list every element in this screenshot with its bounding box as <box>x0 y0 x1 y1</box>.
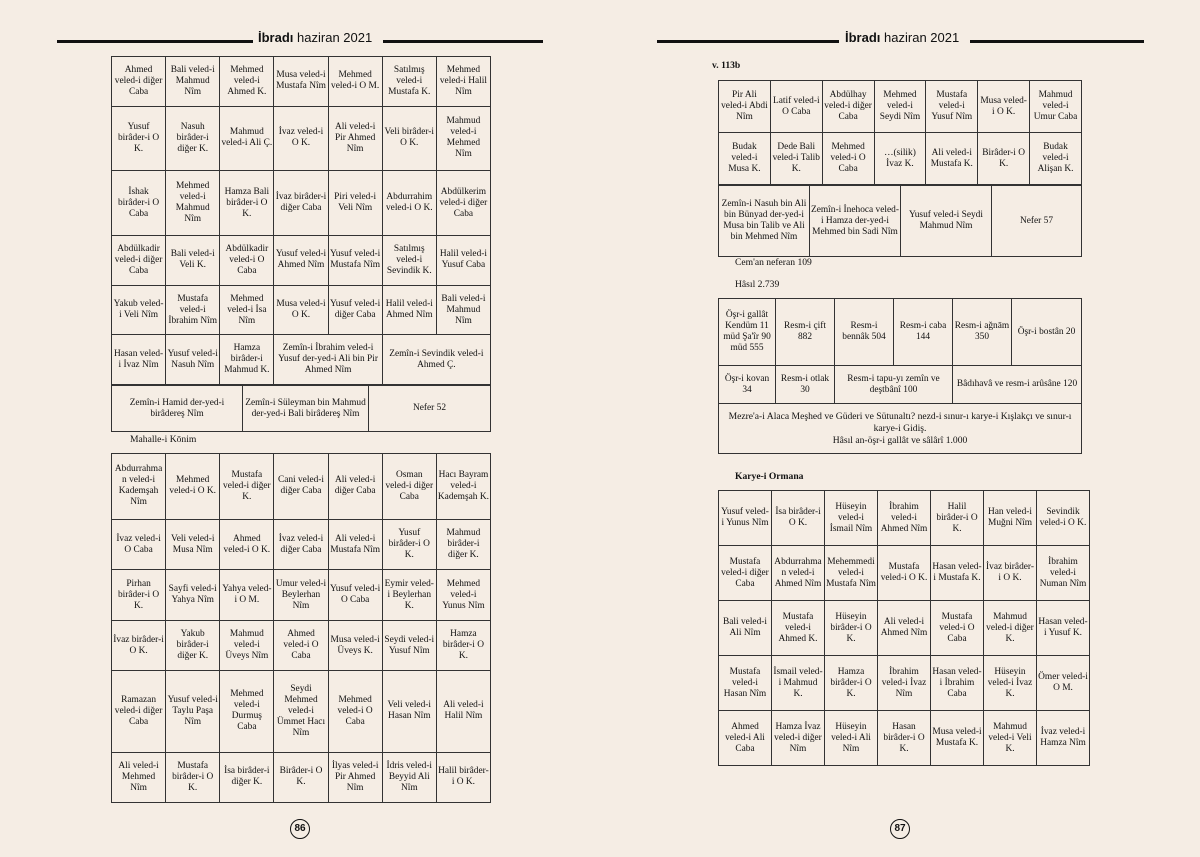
table-cell: Ali veled-i Mustafa Nîm <box>328 519 382 569</box>
table-cell: Mehmed veled-i O K. <box>166 454 220 520</box>
table-cell: Veli veled-i Musa Nîm <box>166 519 220 569</box>
table-cell: Satılmış veled-i Sevindik K. <box>382 236 436 286</box>
table-cell: Mehmed veled-i İsa Nîm <box>220 285 274 335</box>
register-table-1-footer <box>111 385 491 432</box>
table-cell: Mahmud veled-i Ali Ç. <box>220 106 274 171</box>
table-cell: Eymir veled-i Beylerhan K. <box>382 570 436 620</box>
table-cell: Mehmed veled-i O M. <box>328 57 382 107</box>
tax-cell: Bâdıhavâ ve resm-i arûsâne 120 <box>953 366 1082 404</box>
table-row <box>112 335 491 385</box>
table-cell: Abdurrahim veled-i O K. <box>382 171 436 236</box>
table-cell: Dede Bali veled-i Talib K. <box>770 133 822 185</box>
table-cell: Mehmed veled-i Ahmed K. <box>220 57 274 107</box>
table-cell: Budak veled-i Musa K. <box>719 133 771 185</box>
table-cell: Yusuf veled-i Mustafa Nîm <box>328 236 382 286</box>
table-cell: Mustafa birâder-i O K. <box>166 752 220 802</box>
tax-cell: Öşr-i kovan 34 <box>719 366 776 403</box>
table-cell: Mahmud veled-i diğer K. <box>984 601 1037 656</box>
table-cell: Ali veled-i Mustafa K. <box>926 133 978 185</box>
table-cell: Hüseyin veled-i Ali Nîm <box>825 711 878 766</box>
table-cell: Umur veled-i Beylerhan Nîm <box>274 570 328 620</box>
table-cell: İvaz veled-i diğer Caba <box>274 519 328 569</box>
table-cell: Ahmed veled-i diğer Caba <box>112 57 166 107</box>
tax-cell: Öşr-i bostân 20 <box>1012 299 1082 366</box>
table-cell: Mustafa veled-i diğer Caba <box>719 546 772 601</box>
issue-date: haziran 2021 <box>884 30 960 45</box>
header-rule <box>57 40 253 43</box>
table-cell: Hamza birâder-i O K. <box>825 656 878 711</box>
table-cell: Sayfi veled-i Yahya Nîm <box>166 570 220 620</box>
page-number: 87 <box>890 819 910 839</box>
table-cell: Mustafa veled-i diğer K. <box>220 454 274 520</box>
table-row <box>112 236 491 286</box>
table-cell: Hamza Bali birâder-i O K. <box>220 171 274 236</box>
table-cell: Mehmed veled-i Durmuş Caba <box>220 671 274 752</box>
table-cell: Mustafa veled-i İbrahim Nîm <box>166 285 220 335</box>
table-cell: Bali veled-i Ali Nîm <box>719 601 772 656</box>
table-cell: Yahya veled-i O M. <box>220 570 274 620</box>
table-cell: İvaz birâder-i O K. <box>984 546 1037 601</box>
table-row <box>719 656 1090 711</box>
table-cell: Yusuf veled-i Seydi Mahmud Nîm <box>901 186 992 257</box>
table-cell: Musa veled-i O K. <box>978 81 1030 133</box>
table-cell: Mustafa veled-i O Caba <box>931 601 984 656</box>
table-cell: Mehmed veled-i Mahmud Nîm <box>166 171 220 236</box>
page-number: 86 <box>290 819 310 839</box>
table-cell: İshak birâder-i O Caba <box>112 171 166 236</box>
table-cell: Nasuh birâder-i diğer K. <box>166 106 220 171</box>
table-cell: Zemîn-i Süleyman bin Mahmud der-yed-i Bali birâdereş Nîm <box>243 386 369 432</box>
brand-name: İbradı <box>845 30 881 45</box>
table-row <box>719 133 1082 185</box>
table-row <box>112 454 491 520</box>
tax-cell: Resm-i tapu-yı zemîn ve deştbânî 100 <box>835 366 953 404</box>
table-cell: Mehemmedi veled-i Mustafa Nîm <box>825 546 878 601</box>
table-row <box>112 106 491 171</box>
table-row <box>112 752 491 802</box>
table-cell: Ali veled-i Halil Nîm <box>436 671 490 752</box>
table-cell: Pir Ali veled-i Abdi Nîm <box>719 81 771 133</box>
table-cell: İvaz birâder-i diğer Caba <box>274 171 328 236</box>
tax-cell: Resm-i çift 882 <box>776 299 835 366</box>
section-title: Mahalle-i Kōnim <box>130 434 197 445</box>
table-cell: Mustafa veled-i Yusuf Nîm <box>926 81 978 133</box>
table-cell: Yakub birâder-i diğer K. <box>166 620 220 670</box>
table-cell: Yakub veled-i Veli Nîm <box>112 285 166 335</box>
revenue-label: Hâsıl 2.739 <box>735 279 780 290</box>
table-cell: Latif veled-i O Caba <box>770 81 822 133</box>
header-rule <box>383 40 543 43</box>
table-cell: İsa birâder-i diğer K. <box>220 752 274 802</box>
tax-note-text: Mezre'a-i Alaca Meşhed ve Güderi ve Sütunaltı? nezd-i sınur-ı karye-i Kışlakçı ve sınur-ı karye-i Gidiş. <box>728 410 1072 434</box>
tax-note-total: Hâsıl an-öşr-i gallât ve sâlârî 1.000 <box>832 434 968 446</box>
table-cell: Bali veled-i Mahmud Nîm <box>166 57 220 107</box>
table-cell: Mahmud veled-i Üveys Nîm <box>220 620 274 670</box>
table-row <box>112 57 491 107</box>
table-cell: İvaz veled-i O K. <box>274 106 328 171</box>
table-cell: Hasan birâder-i O K. <box>878 711 931 766</box>
table-cell: Seydi veled-i Yusuf Nîm <box>382 620 436 670</box>
table-cell: Musa veled-i Mustafa K. <box>931 711 984 766</box>
header-rule <box>657 40 839 43</box>
tax-cell: Öşr-i gallât Kendüm 11 müd Şa'îr 90 müd 555 <box>719 299 776 366</box>
table-cell: Veli birâder-i O K. <box>382 106 436 171</box>
table-cell: Mehmed veled-i O Caba <box>328 671 382 752</box>
total-label: Cem'an neferan 109 <box>735 257 812 268</box>
table-cell: Satılmış veled-i Mustafa K. <box>382 57 436 107</box>
table-cell: Budak veled-i Alişan K. <box>1030 133 1082 185</box>
table-cell: Mahmud birâder-i diğer K. <box>436 519 490 569</box>
table-cell: Ali veled-i Ahmed Nîm <box>878 601 931 656</box>
table-cell: İsmail veled-i Mahmud K. <box>772 656 825 711</box>
table-cell: İdris veled-i Beyyid Ali Nîm <box>382 752 436 802</box>
table-cell: Sevindik veled-i O K. <box>1037 491 1090 546</box>
table-cell: Yusuf birâder-i O K. <box>112 106 166 171</box>
table-row <box>112 285 491 335</box>
table-cell: Hüseyin veled-i İsmail Nîm <box>825 491 878 546</box>
table-cell: Hamza birâder-i Mahmud K. <box>220 335 274 385</box>
table-cell: Musa veled-i O K. <box>274 285 328 335</box>
table-cell: Mehmed veled-i O Caba <box>822 133 874 185</box>
table-cell: Hasan veled-i İbrahim Caba <box>931 656 984 711</box>
table-cell: Yusuf veled-i Taylu Paşa Nîm <box>166 671 220 752</box>
table-cell: Hüseyin birâder-i O K. <box>825 601 878 656</box>
table-cell: Zemîn-i Sevindik veled-i Ahmed Ç. <box>382 335 490 385</box>
table-cell: Hasan veled-i Mustafa K. <box>931 546 984 601</box>
table-cell: Mustafa veled-i Hasan Nîm <box>719 656 772 711</box>
table-cell: Ahmed veled-i Ali Caba <box>719 711 772 766</box>
header-rule <box>970 40 1144 43</box>
tax-cell: Resm-i ağnām 350 <box>953 299 1012 366</box>
table-cell: Hasan veled-i İvaz Nîm <box>112 335 166 385</box>
table-cell: Yusuf veled-i O Caba <box>328 570 382 620</box>
table-cell: Mustafa veled-i O K. <box>878 546 931 601</box>
table-cell: Abdülkadir veled-i O Caba <box>220 236 274 286</box>
table-cell: Veli veled-i Hasan Nîm <box>382 671 436 752</box>
table-cell: Han veled-i Muğni Nîm <box>984 491 1037 546</box>
table-cell: İlyas veled-i Pir Ahmed Nîm <box>328 752 382 802</box>
table-cell: Zemîn-i Nasuh bin Ali bin Bünyad der-yed-i Musa bin Talib ve Ali bin Mehmed Nîm <box>719 186 810 257</box>
table-cell: Abdülkadir veled-i diğer Caba <box>112 236 166 286</box>
table-cell: Yusuf veled-i Ahmed Nîm <box>274 236 328 286</box>
table-cell: Zemîn-i Hamid der-yed-i birâdereş Nîm <box>112 386 243 432</box>
table-cell: Abdurrahman veled-i Ahmed Nîm <box>772 546 825 601</box>
table-cell: Ali veled-i Mehmed Nîm <box>112 752 166 802</box>
table-cell: Musa veled-i Üveys K. <box>328 620 382 670</box>
table-cell: Ahmed veled-i O K. <box>220 519 274 569</box>
tax-cell: Resm-i caba 144 <box>894 299 953 366</box>
table-cell: Piri veled-i Veli Nîm <box>328 171 382 236</box>
table-cell: Mahmud veled-i Umur Caba <box>1030 81 1082 133</box>
table-cell: İvaz veled-i Hamza Nîm <box>1037 711 1090 766</box>
table-row <box>719 491 1090 546</box>
tax-cell: Resm-i bennâk 504 <box>835 299 894 366</box>
table-cell: Yusuf veled-i Nasuh Nîm <box>166 335 220 385</box>
table-cell: Ramazan veled-i diğer Caba <box>112 671 166 752</box>
table-cell: Hasan veled-i Yusuf K. <box>1037 601 1090 656</box>
table-cell: Bali veled-i Veli K. <box>166 236 220 286</box>
table-row <box>719 81 1082 133</box>
register-table-2 <box>718 490 1090 766</box>
table-cell: Hamza birâder-i O K. <box>436 620 490 670</box>
table-row <box>112 519 491 569</box>
table-cell: Hamza İvaz veled-i diğer Nîm <box>772 711 825 766</box>
table-cell: İbrahim veled-i İvaz Nîm <box>878 656 931 711</box>
table-cell: Hacı Bayram veled-i Kademşah K. <box>436 454 490 520</box>
register-table-1 <box>718 80 1082 185</box>
table-cell: Ahmed veled-i O Caba <box>274 620 328 670</box>
table-cell: Zemîn-i İbrahim veled-i Yusuf der-yed-i Ali bin Pir Ahmed Nîm <box>274 335 382 385</box>
page-header <box>845 30 959 46</box>
tax-cell: Resm-i otlak 30 <box>780 373 830 395</box>
tax-row-container <box>719 366 835 404</box>
table-row <box>112 171 491 236</box>
table-cell: İvaz birâder-i O K. <box>112 620 166 670</box>
table-cell: Seydi Mehmed veled-i Ümmet Hacı Nîm <box>274 671 328 752</box>
table-row <box>112 671 491 752</box>
folio-label: v. 113b <box>712 60 741 71</box>
table-cell: İbrahim veled-i Ahmed Nîm <box>878 491 931 546</box>
table-cell: Abdülkerim veled-i diğer Caba <box>436 171 490 236</box>
register-table-1-footer <box>718 185 1082 257</box>
tax-table <box>718 298 1082 454</box>
table-cell: Nefer 57 <box>992 186 1082 257</box>
table-cell: Yusuf birâder-i O K. <box>382 519 436 569</box>
register-table-2 <box>111 453 491 803</box>
table-cell: Abdurrahman veled-i Kademşah Nîm <box>112 454 166 520</box>
table-cell: İvaz veled-i O Caba <box>112 519 166 569</box>
register-table-1 <box>111 56 491 385</box>
brand-name: İbradı <box>258 30 294 45</box>
table-cell: …(silik) İvaz K. <box>874 133 926 185</box>
table-cell: Birâder-i O K. <box>978 133 1030 185</box>
table-cell: Halil veled-i Ahmed Nîm <box>382 285 436 335</box>
table-cell: Ömer veled-i O M. <box>1037 656 1090 711</box>
table-cell: İbrahim veled-i Numan Nîm <box>1037 546 1090 601</box>
table-cell: Musa veled-i Mustafa Nîm <box>274 57 328 107</box>
table-cell: Yusuf veled-i diğer Caba <box>328 285 382 335</box>
table-cell: Osman veled-i diğer Caba <box>382 454 436 520</box>
table-cell: Halil veled-i Yusuf Caba <box>436 236 490 286</box>
table-cell: Birâder-i O K. <box>274 752 328 802</box>
table-cell: Bali veled-i Mahmud Nîm <box>436 285 490 335</box>
issue-date: haziran 2021 <box>297 30 373 45</box>
table-row <box>719 711 1090 766</box>
table-cell: Ali veled-i Pir Ahmed Nîm <box>328 106 382 171</box>
table-row <box>112 620 491 670</box>
table-cell: Mahmud veled-i Veli K. <box>984 711 1037 766</box>
table-cell: Abdülhay veled-i diğer Caba <box>822 81 874 133</box>
section-title: Karye-i Ormana <box>735 471 804 482</box>
table-row <box>719 601 1090 656</box>
table-cell: Pirhan birâder-i O K. <box>112 570 166 620</box>
table-cell: Mustafa veled-i Ahmed K. <box>772 601 825 656</box>
table-cell: Mahmud veled-i Mehmed Nîm <box>436 106 490 171</box>
table-cell: İsa birâder-i O K. <box>772 491 825 546</box>
table-cell: Nefer 52 <box>369 386 491 432</box>
table-row <box>112 570 491 620</box>
right-page <box>600 0 1200 857</box>
table-row <box>719 546 1090 601</box>
table-cell: Mehmed veled-i Halil Nîm <box>436 57 490 107</box>
table-cell: Yusuf veled-i Yunus Nîm <box>719 491 772 546</box>
table-cell: Halil birâder-i O K. <box>931 491 984 546</box>
table-cell: Cani veled-i diğer Caba <box>274 454 328 520</box>
table-cell: Mehmed veled-i Seydi Nîm <box>874 81 926 133</box>
table-cell: Halil birâder-i O K. <box>436 752 490 802</box>
table-cell: Mehmed veled-i Yunus Nîm <box>436 570 490 620</box>
table-cell: Hüseyin veled-i İvaz K. <box>984 656 1037 711</box>
page-header <box>258 30 372 46</box>
table-cell: Zemîn-i İnehoca veled-i Hamza der-yed-i Mehmed bin Sadi Nîm <box>810 186 901 257</box>
table-cell: Ali veled-i diğer Caba <box>328 454 382 520</box>
tax-note <box>719 404 1082 454</box>
